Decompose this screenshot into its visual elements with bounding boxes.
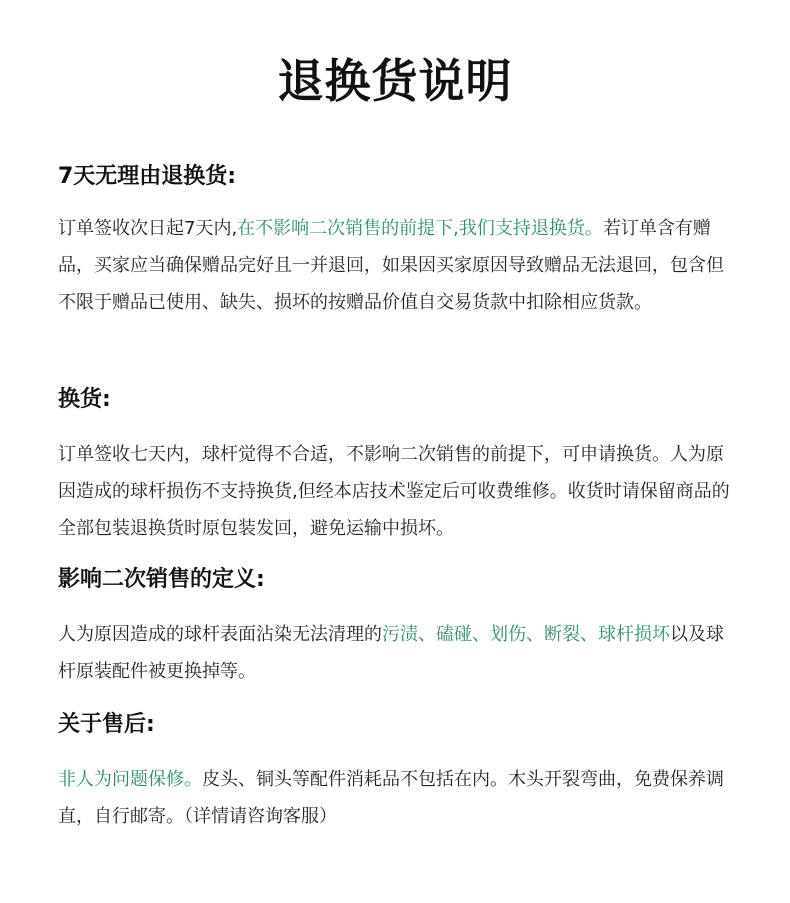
- body-text: 人为原因造成的球杆表面沾染无法清理的: [58, 624, 382, 645]
- section-heading: 换货:: [58, 387, 111, 412]
- section-body: [58, 616, 732, 690]
- body-text: 订单签收次日起7天内,: [58, 218, 238, 239]
- body-text: 订单签收七天内，球杆觉得不合适，不影响二次销售的前提下，可申请换货。人为原因造成的球杆损伤不支持换货,但经本店技术鉴定后可收费维修。收货时请保留商品的全部包装退换货时原包装发回，避免运输中损坏。: [58, 444, 730, 539]
- section-body: [58, 436, 732, 547]
- section-heading: 影响二次销售的定义:: [58, 567, 265, 592]
- section-body: [58, 210, 732, 321]
- section-heading: 7天无理由退换货:: [58, 164, 237, 189]
- body-text: 若订单含有赠品，买家应当确保赠品完好且一并退回，如果因买家原因导致赠品无法退回，包含但不限于赠品已使用、缺失、损坏的按赠品价值自交易货款中扣除相应货款。: [58, 218, 724, 313]
- body-text: 皮头、铜头等配件消耗品不包括在内。木头开裂弯曲，免费保养调直，自行邮寄。（详情请咨询客服）: [58, 769, 724, 827]
- body-text: 以及球杆原装配件被更换掉等。: [58, 624, 724, 682]
- highlighted-text: 非人为问题保修。: [58, 769, 202, 790]
- page-title: 退换货说明: [277, 54, 513, 108]
- section-exchange: [58, 386, 732, 547]
- highlighted-text: 污渍、磕碰、划伤、断裂、球杆损坏: [382, 624, 670, 645]
- section-after-sale: [58, 711, 732, 835]
- section-resale-definition: [58, 566, 732, 690]
- section-body: [58, 761, 732, 835]
- section-heading: 关于售后:: [58, 712, 155, 737]
- highlighted-text: 在不影响二次销售的前提下,我们支持退换货。: [237, 218, 603, 239]
- section-seven-day-return: [58, 163, 732, 321]
